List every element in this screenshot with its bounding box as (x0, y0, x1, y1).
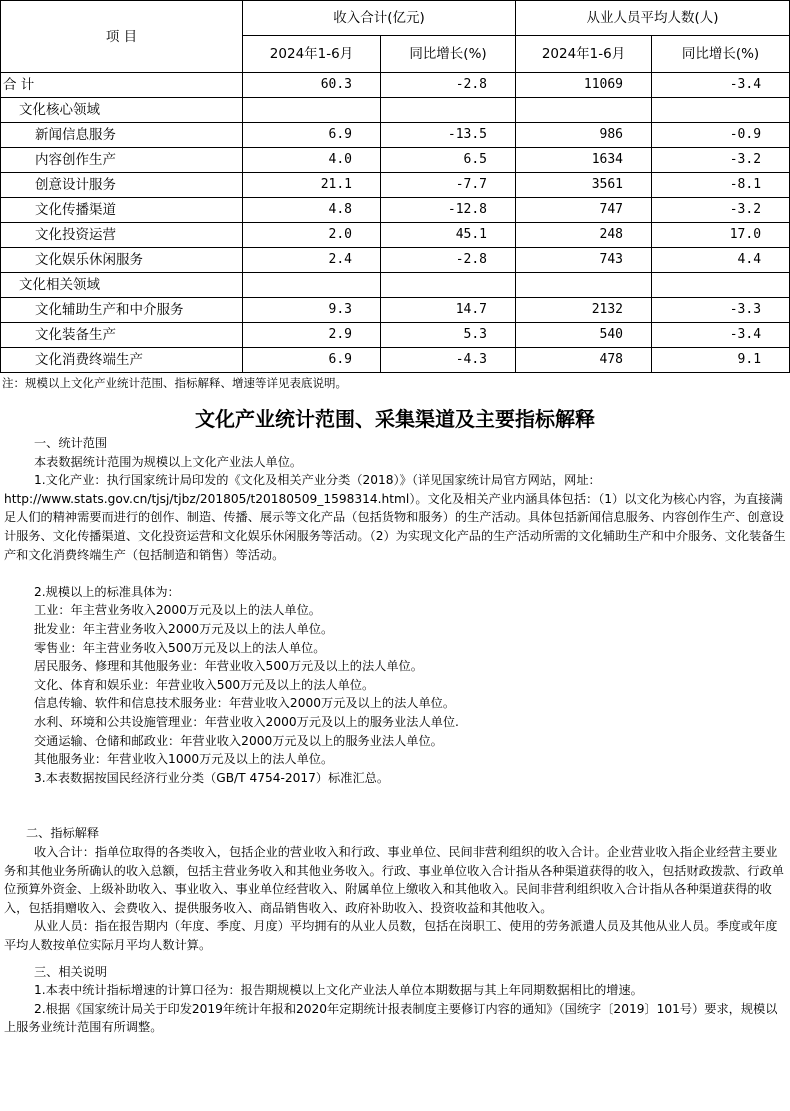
scope-standard-item: 其他服务业：年营业收入1000万元及以上的法人单位。 (34, 752, 334, 767)
income-cell: 2.4 (243, 248, 381, 273)
row-label: 文化投资运营 (1, 223, 243, 248)
row-label: 内容创作生产 (1, 148, 243, 173)
row-label: 文化辅助生产和中介服务 (1, 298, 243, 323)
staff-cell: 478 (516, 348, 652, 373)
scope-standard-item: 工业：年主营业务收入2000万元及以上的法人单位。 (34, 603, 321, 618)
scope-standard-item: 交通运输、仓储和邮政业：年营业收入2000万元及以上的服务业法人单位。 (34, 733, 443, 748)
table-row (1, 348, 790, 373)
income-cell: 60.3 (243, 73, 381, 98)
income-growth-cell (381, 98, 516, 123)
row-label: 文化消费终端生产 (1, 348, 243, 373)
note-growth: 1.本表中统计指标增速的计算口径为：报告期规模以上文化产业法人单位本期数据与其上年同期数据相比的增速。 (34, 983, 643, 998)
header-growth-income: 同比增长(%) (381, 36, 516, 73)
stats-table (0, 0, 790, 373)
income-cell: 6.9 (243, 123, 381, 148)
table-row (1, 98, 790, 123)
staff-cell (516, 273, 652, 298)
staff-growth-cell: -3.2 (652, 198, 790, 223)
staff-cell: 743 (516, 248, 652, 273)
section-heading-indicators: 二、指标解释 (26, 826, 100, 841)
note-scope-adjust: 2.根据《国家统计局关于印发2019年统计年报和2020年定期统计报表制度主要修订内容的通知》（国统字〔2019〕101号）要求，规模以上服务业统计范围有所调整。 (4, 1001, 778, 1035)
table-row (1, 73, 790, 98)
staff-growth-cell: -0.9 (652, 123, 790, 148)
income-cell: 4.8 (243, 198, 381, 223)
table-note: 注：规模以上文化产业统计范围、指标解释、增速等详见表底说明。 (2, 376, 347, 390)
staff-growth-cell: 4.4 (652, 248, 790, 273)
scope-culture-industry: 1.文化产业：执行国家统计局印发的《文化及相关产业分类（2018）》（详见国家统计局官方网站，网址：http://www.stats.gov.cn/tjsj/tjbz/201805/t20180509_1598314.html）。文化及相关产业内涵具体包括：（1）以文化为核心内容，为直接满足人们的精神需要而进行的创作、制造、传播、展示等文化产品（包括货物和服务）的生产活动。具体包括新闻信息服务、内容创作生产、创意设计服务、文化传播渠道、文化投资运营和文化娱乐休闲服务等活动。（2）为实现文化产品的生产活动所需的文化辅助生产和中介服务、文化装备生产和文化消费终端生产（包括制造和销售）等活动。 (4, 473, 786, 562)
table-row (1, 148, 790, 173)
row-label: 文化相关领域 (1, 273, 243, 298)
scope-standard-item: 3.本表数据按国民经济行业分类（GB/T 4754-2017）标准汇总。 (34, 770, 390, 785)
scope-standard-list (4, 601, 788, 787)
staff-growth-cell (652, 273, 790, 298)
scope-standard-item: 水利、环境和公共设施管理业：年营业收入2000万元及以上的服务业法人单位. (34, 714, 459, 729)
income-growth-cell: 14.7 (381, 298, 516, 323)
scope-standard-title: 2.规模以上的标准具体为： (34, 584, 180, 599)
staff-cell: 248 (516, 223, 652, 248)
row-label: 新闻信息服务 (1, 123, 243, 148)
header-period-staff: 2024年1-6月 (516, 36, 652, 73)
explanation-body (4, 434, 788, 1037)
scope-standard-item: 零售业：年主营业务收入500万元及以上的法人单位。 (34, 640, 326, 655)
income-cell (243, 98, 381, 123)
section-heading-notes: 三、相关说明 (34, 964, 108, 979)
income-cell: 9.3 (243, 298, 381, 323)
income-growth-cell (381, 273, 516, 298)
header-period-income: 2024年1-6月 (243, 36, 381, 73)
staff-cell: 1634 (516, 148, 652, 173)
header-growth-staff: 同比增长(%) (652, 36, 790, 73)
header-income: 收入合计(亿元) (243, 1, 516, 36)
section-heading-scope: 一、统计范围 (34, 436, 108, 450)
scope-intro: 本表数据统计范围为规模以上文化产业法人单位。 (34, 454, 303, 469)
staff-cell: 747 (516, 198, 652, 223)
income-growth-cell: -7.7 (381, 173, 516, 198)
income-growth-cell: -2.8 (381, 248, 516, 273)
scope-standard-item: 批发业：年主营业务收入2000万元及以上的法人单位。 (34, 621, 334, 636)
row-label: 文化核心领域 (1, 98, 243, 123)
income-growth-cell: -12.8 (381, 198, 516, 223)
table-row (1, 298, 790, 323)
staff-growth-cell: -3.2 (652, 148, 790, 173)
table-row (1, 198, 790, 223)
staff-cell: 3561 (516, 173, 652, 198)
scope-standard-item: 居民服务、修理和其他服务业：年营业收入500万元及以上的法人单位。 (34, 659, 423, 674)
table-row (1, 323, 790, 348)
row-label: 文化装备生产 (1, 323, 243, 348)
income-growth-cell: 6.5 (381, 148, 516, 173)
income-cell: 21.1 (243, 173, 381, 198)
header-item: 项 目 (1, 1, 243, 73)
staff-growth-cell: -3.4 (652, 323, 790, 348)
staff-cell: 986 (516, 123, 652, 148)
income-growth-cell: 45.1 (381, 223, 516, 248)
staff-cell (516, 98, 652, 123)
staff-cell: 11069 (516, 73, 652, 98)
staff-growth-cell: 17.0 (652, 223, 790, 248)
table-row (1, 123, 790, 148)
staff-cell: 540 (516, 323, 652, 348)
income-growth-cell: -13.5 (381, 123, 516, 148)
income-growth-cell: -4.3 (381, 348, 516, 373)
page-title: 文化产业统计范围、采集渠道及主要指标解释 (195, 407, 595, 431)
scope-standard-item: 信息传输、软件和信息技术服务业：年营业收入2000万元及以上的法人单位。 (34, 696, 456, 711)
table-row (1, 223, 790, 248)
income-growth-cell: 5.3 (381, 323, 516, 348)
staff-growth-cell: -3.3 (652, 298, 790, 323)
table-row (1, 173, 790, 198)
income-cell: 6.9 (243, 348, 381, 373)
row-label: 文化娱乐休闲服务 (1, 248, 243, 273)
staff-cell: 2132 (516, 298, 652, 323)
income-cell: 2.9 (243, 323, 381, 348)
staff-growth-cell: 9.1 (652, 348, 790, 373)
scope-standard-item: 文化、体育和娱乐业：年营业收入500万元及以上的法人单位。 (34, 677, 375, 692)
table-row (1, 248, 790, 273)
table-row (1, 273, 790, 298)
staff-growth-cell: -3.4 (652, 73, 790, 98)
income-cell: 4.0 (243, 148, 381, 173)
income-cell: 2.0 (243, 223, 381, 248)
income-cell (243, 273, 381, 298)
row-label: 文化传播渠道 (1, 198, 243, 223)
row-label: 创意设计服务 (1, 173, 243, 198)
indicator-income: 收入合计：指单位取得的各类收入，包括企业的营业收入和行政、事业单位、民间非营利组织的收入合计。企业营业收入指企业经营主要业务和其他业务所确认的收入总额，包括主营业务收入和其他业务收入。行政、事业单位收入合计指从各种渠道获得的收入，包括财政拨款、行政单位预算外资金、上级补助收入、事业收入、事业单位经营收入、附属单位上缴收入和其他收入。民间非营利组织收入合计指从各种渠道获得的收入，包括捐赠收入、会费收入、提供服务收入、商品销售收入、政府补助收入、投资收益和其他收入。 (4, 845, 784, 915)
staff-growth-cell: -8.1 (652, 173, 790, 198)
staff-growth-cell (652, 98, 790, 123)
indicator-staff: 从业人员：指在报告期内（年度、季度、月度）平均拥有的从业人员数，包括在岗职工、使用的劳务派遣人员及其他从业人员。季度或年度平均人数按单位实际月平均人数计算。 (4, 919, 778, 953)
header-staff: 从业人员平均人数(人) (516, 1, 790, 36)
row-label: 合 计 (1, 73, 243, 98)
income-growth-cell: -2.8 (381, 73, 516, 98)
